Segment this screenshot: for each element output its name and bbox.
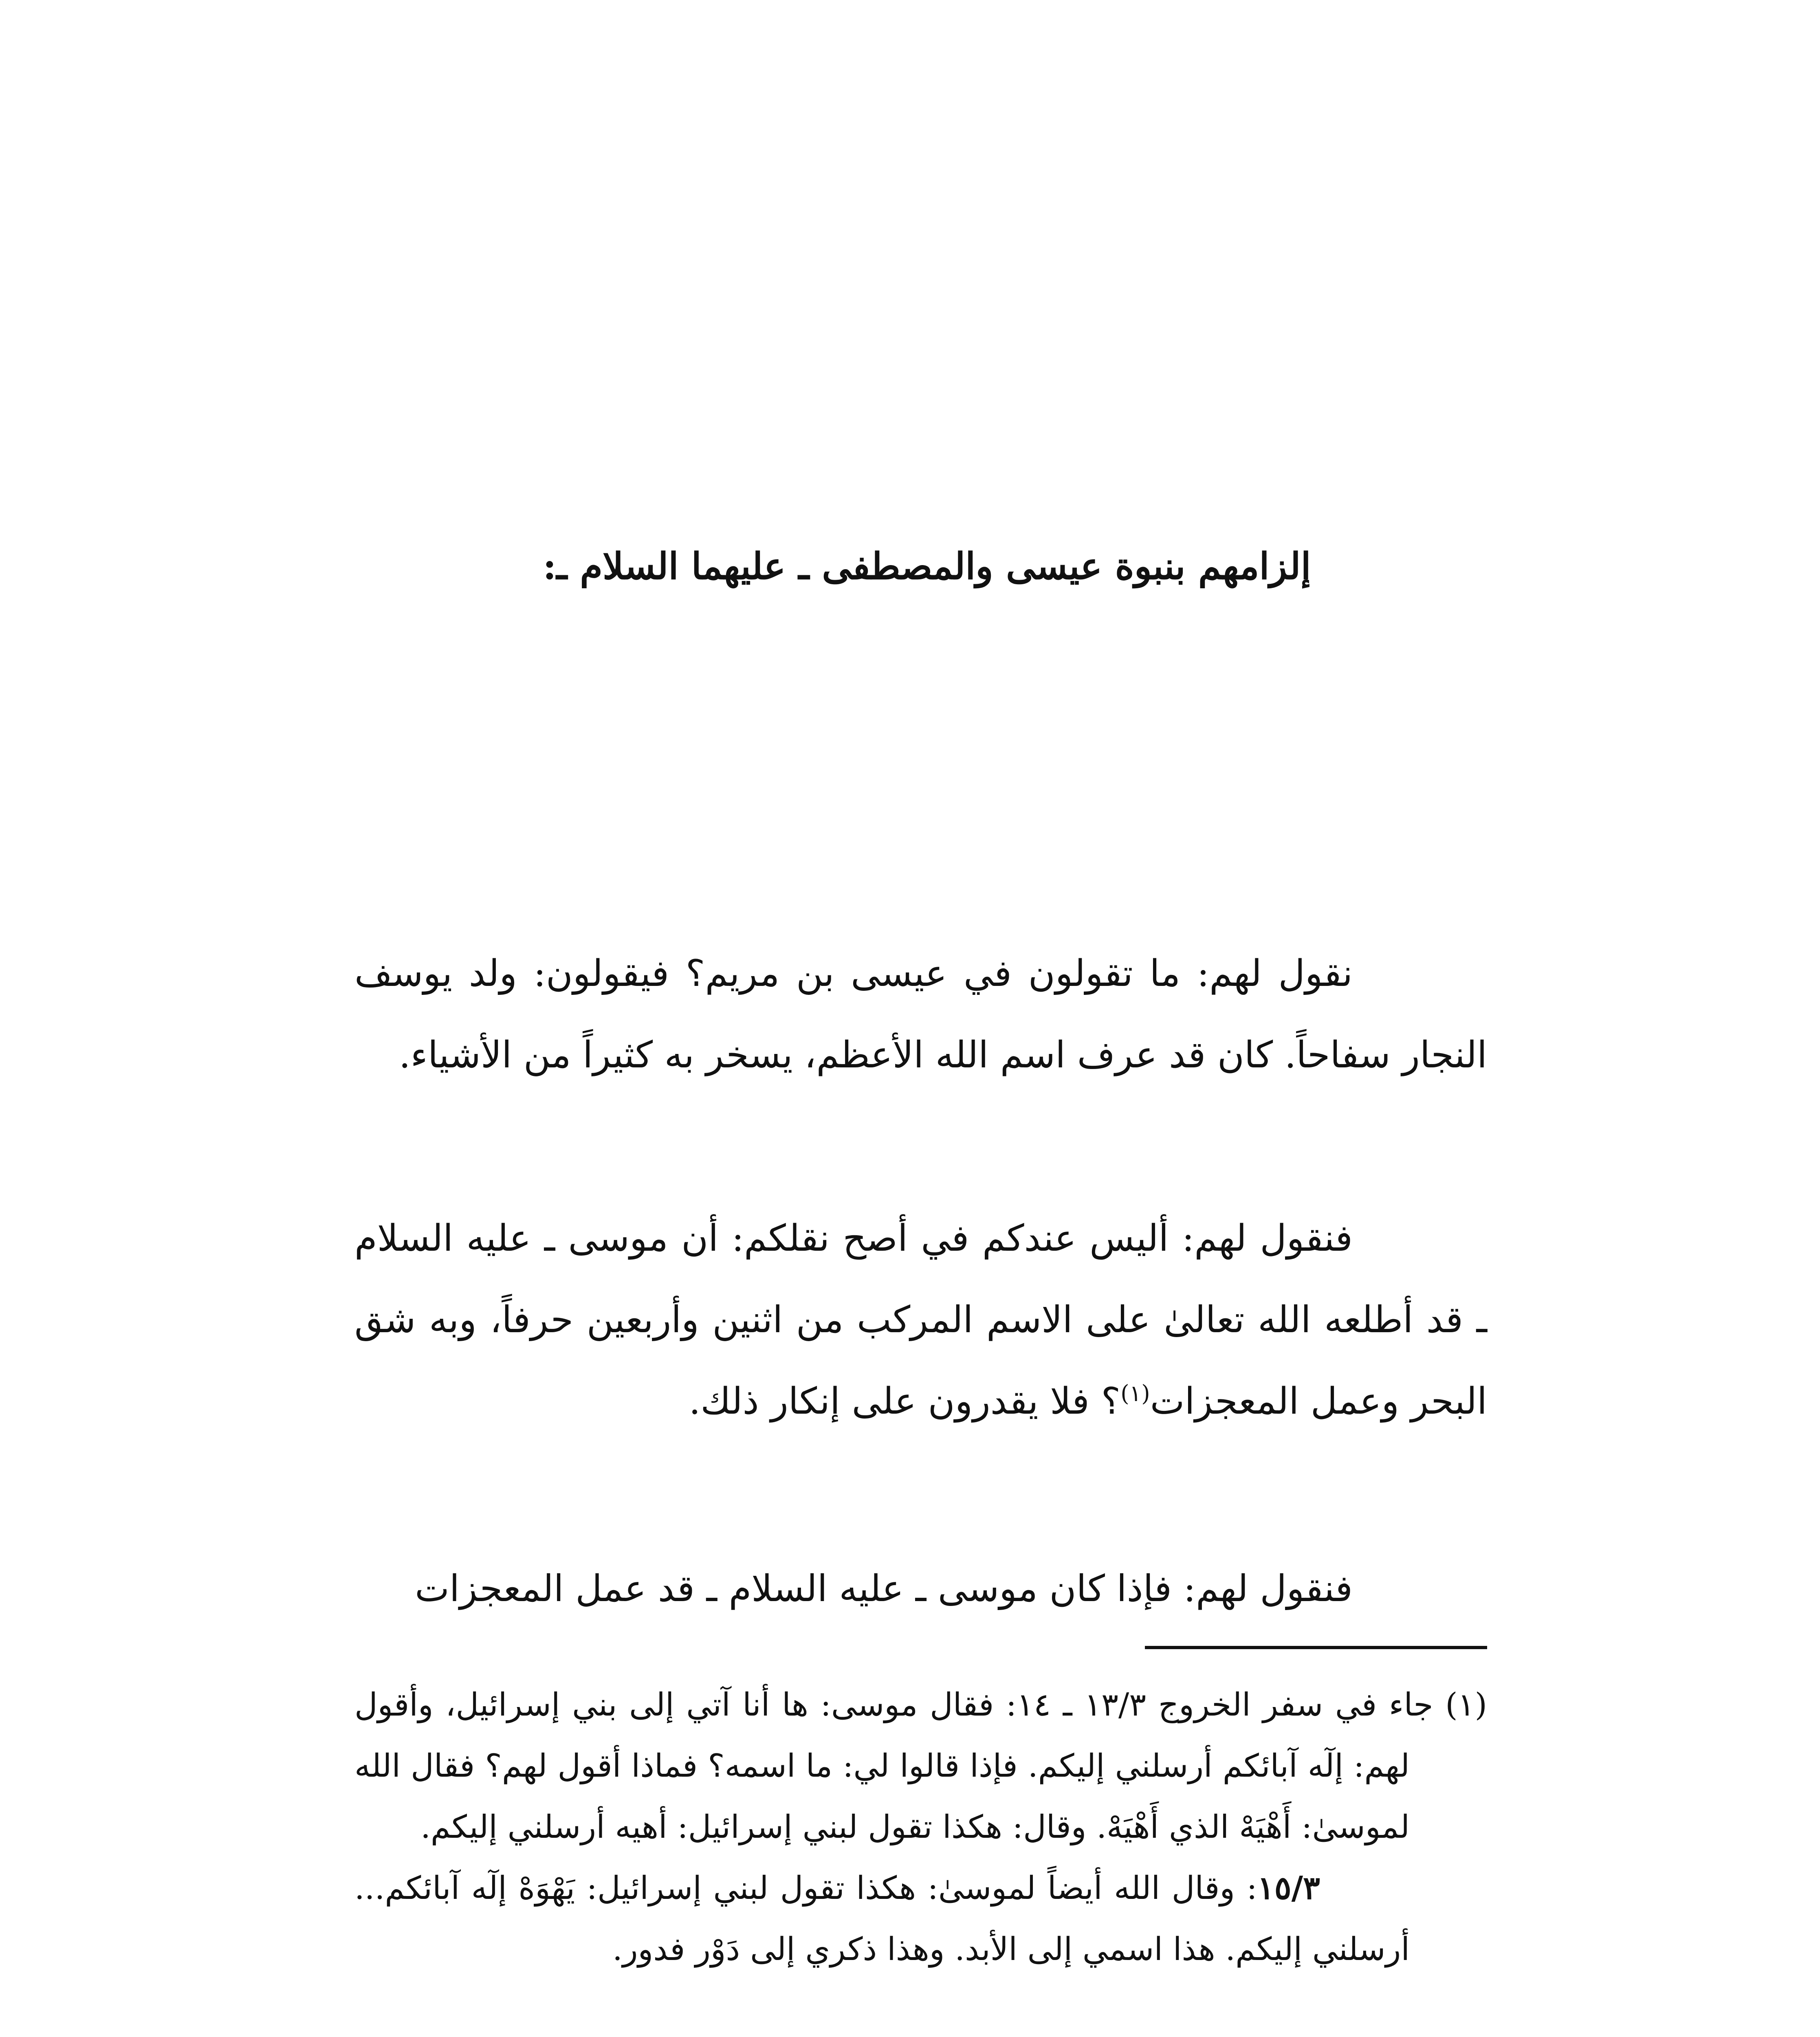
- footnote-separator: [1145, 1646, 1487, 1649]
- section-heading: إلزامهم بنبوة عيسى والمصطفى ـ عليهما السلام ـ:: [543, 545, 1311, 588]
- footnote-1-marker: (١): [1445, 1687, 1487, 1723]
- footnote-1-continued: [354, 1858, 1487, 1980]
- footnote-reference: (١): [1120, 1380, 1150, 1406]
- paragraph-1: نقول لهم: ما تقولون في عيسى بن مريم؟ فيقولون: ولد يوسف النجار سفاحاً. كان قد عرف اسم الله الأعظم، يسخر به كثيراً من الأشياء.: [354, 952, 1487, 1076]
- footnote-1-text: جاء في سفر الخروج ١٣/٣ ـ ١٤: فقال موسى: ها أنا آتي إلى بني إسرائيل، وأقول لهم: إلٓه آبائكم أرسلني إليكم. فإذا قالوا لي: ما اسمه؟ فماذا أقول لهم؟ فقال الله لموسىٰ: أَهْيَهْ الذي أَهْيَهْ. وقال: هكذا تقول لبني إسرائيل: أهيه أرسلني إليكم.: [354, 1687, 1433, 1846]
- paragraph-2: [354, 1198, 1487, 1442]
- paragraph-2-end: ؟ فلا يقدرون على إنكار ذلك.: [689, 1380, 1121, 1423]
- footnote-1-continued-text: : وقال الله أيضاً لموسىٰ: هكذا تقول لبني إسرائيل: يَهْوَهْ إلٓه آبائكم... أرسلني إليكم. هذا اسمي إلى الأبد. وهذا ذكري إلى دَوْر فدور.: [354, 1870, 1410, 1968]
- footnote-verse-ref: ١٥/٣: [1257, 1870, 1320, 1907]
- footnotes: [354, 1674, 1487, 1980]
- paragraph-2-text: فنقول لهم: أليس عندكم في أصح نقلكم: أن موسى ـ عليه السلام ـ قد أطلعه الله تعالىٰ على الاسم المركب من اثنين وأربعين حرفاً، وبه شق البحر وعمل المعجزات: [354, 1217, 1487, 1423]
- paragraph-3: فنقول لهم: فإذا كان موسى ـ عليه السلام ـ قد عمل المعجزات: [415, 1567, 1353, 1610]
- footnote-1: [354, 1674, 1487, 1858]
